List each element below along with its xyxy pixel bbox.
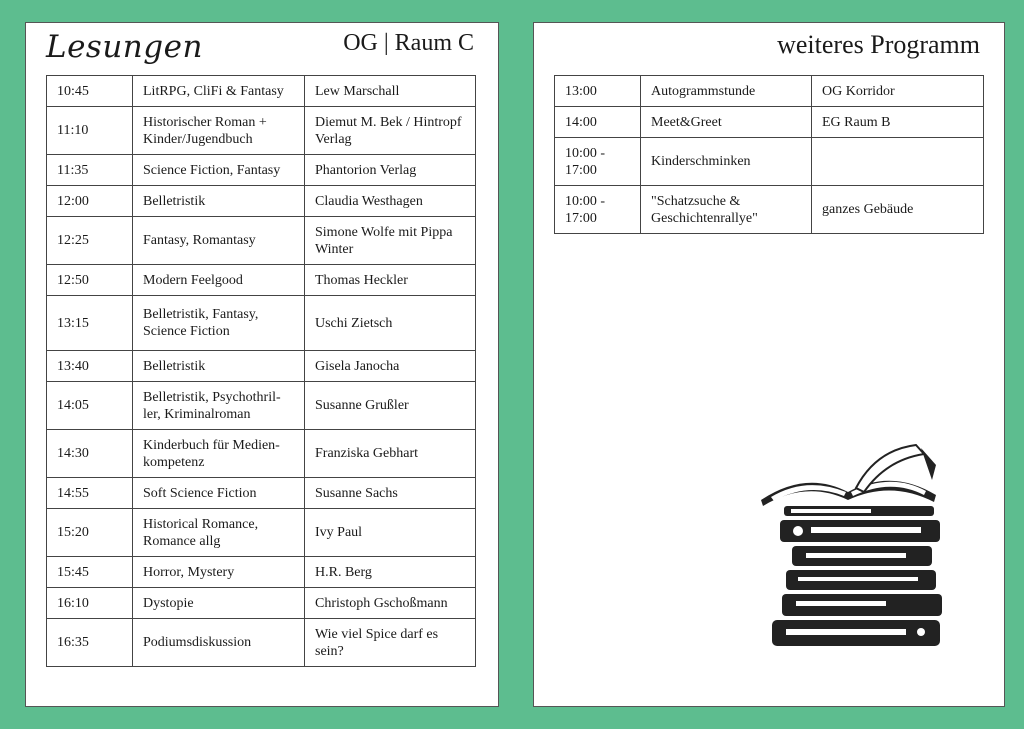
time-cell: 16:10 bbox=[47, 588, 133, 619]
time-cell: 14:30 bbox=[47, 430, 133, 478]
table-row bbox=[47, 619, 476, 667]
reading-schedule-table bbox=[46, 75, 476, 667]
program-title: weiteres Programm bbox=[777, 30, 980, 59]
time-cell: 11:35 bbox=[47, 155, 133, 186]
table-row bbox=[47, 296, 476, 351]
table-row bbox=[47, 478, 476, 509]
genre-cell: Horror, Mystery bbox=[133, 557, 305, 588]
table-row bbox=[47, 509, 476, 557]
time-cell: 12:25 bbox=[47, 217, 133, 265]
time-cell: 15:20 bbox=[47, 509, 133, 557]
author-cell: Simone Wolfe mit Pippa Winter bbox=[305, 217, 476, 265]
location-cell bbox=[812, 138, 984, 186]
location-cell: OG Korridor bbox=[812, 76, 984, 107]
author-cell: Franziska Gebhart bbox=[305, 430, 476, 478]
time-cell: 15:45 bbox=[47, 557, 133, 588]
genre-cell: Soft Science Fiction bbox=[133, 478, 305, 509]
genre-cell: Historischer Roman + Kinder/Jugendbuch bbox=[133, 107, 305, 155]
genre-cell: Historical Romance, Romance allg bbox=[133, 509, 305, 557]
author-cell: Wie viel Spice darf es sein? bbox=[305, 619, 476, 667]
genre-cell: Modern Feelgood bbox=[133, 265, 305, 296]
author-cell: Diemut M. Bek / Hintropf Verlag bbox=[305, 107, 476, 155]
author-cell: Gisela Janocha bbox=[305, 351, 476, 382]
author-cell: H.R. Berg bbox=[305, 557, 476, 588]
author-cell: Susanne Sachs bbox=[305, 478, 476, 509]
genre-cell: Science Fiction, Fantasy bbox=[133, 155, 305, 186]
table-row bbox=[555, 186, 984, 234]
author-cell: Susanne Grußler bbox=[305, 382, 476, 430]
genre-cell: Podiumsdiskussion bbox=[133, 619, 305, 667]
location-cell: ganzes Gebäude bbox=[812, 186, 984, 234]
time-cell: 13:15 bbox=[47, 296, 133, 351]
genre-cell: Belletristik, Fantasy, Science Fiction bbox=[133, 296, 305, 351]
table-row bbox=[47, 186, 476, 217]
book-stack-icon bbox=[756, 440, 946, 650]
time-cell: 10:00 - 17:00 bbox=[555, 186, 641, 234]
author-cell: Phantorion Verlag bbox=[305, 155, 476, 186]
genre-cell: Belletristik bbox=[133, 351, 305, 382]
table-row bbox=[47, 217, 476, 265]
right-page bbox=[533, 22, 1005, 707]
location-cell: EG Raum B bbox=[812, 107, 984, 138]
time-cell: 14:00 bbox=[555, 107, 641, 138]
table-row bbox=[47, 76, 476, 107]
genre-cell: LitRPG, CliFi & Fantasy bbox=[133, 76, 305, 107]
table-row bbox=[555, 76, 984, 107]
time-cell: 14:05 bbox=[47, 382, 133, 430]
event-cell: "Schatzsuche & Geschichtenrallye" bbox=[641, 186, 812, 234]
event-cell: Kinderschminken bbox=[641, 138, 812, 186]
genre-cell: Fantasy, Romantasy bbox=[133, 217, 305, 265]
author-cell: Uschi Zietsch bbox=[305, 296, 476, 351]
left-page bbox=[25, 22, 499, 707]
table-row bbox=[555, 107, 984, 138]
page-title: Lesungen bbox=[46, 29, 203, 65]
event-cell: Autogrammstunde bbox=[641, 76, 812, 107]
time-cell: 14:55 bbox=[47, 478, 133, 509]
table-row bbox=[47, 155, 476, 186]
author-cell: Lew Marschall bbox=[305, 76, 476, 107]
table-row bbox=[555, 138, 984, 186]
author-cell: Claudia Westhagen bbox=[305, 186, 476, 217]
time-cell: 12:50 bbox=[47, 265, 133, 296]
table-row bbox=[47, 382, 476, 430]
time-cell: 16:35 bbox=[47, 619, 133, 667]
time-cell: 12:00 bbox=[47, 186, 133, 217]
table-row bbox=[47, 265, 476, 296]
event-cell: Meet&Greet bbox=[641, 107, 812, 138]
time-cell: 10:45 bbox=[47, 76, 133, 107]
time-cell: 13:00 bbox=[555, 76, 641, 107]
genre-cell: Belletristik bbox=[133, 186, 305, 217]
table-row bbox=[47, 588, 476, 619]
table-row bbox=[47, 557, 476, 588]
author-cell: Ivy Paul bbox=[305, 509, 476, 557]
table-row bbox=[47, 351, 476, 382]
time-cell: 11:10 bbox=[47, 107, 133, 155]
room-label: OG | Raum C bbox=[343, 30, 474, 56]
table-row bbox=[47, 430, 476, 478]
table-row bbox=[47, 107, 476, 155]
genre-cell: Kinderbuch für Medien-kompetenz bbox=[133, 430, 305, 478]
time-cell: 13:40 bbox=[47, 351, 133, 382]
genre-cell: Belletristik, Psychothril-ler, Kriminalroman bbox=[133, 382, 305, 430]
program-table bbox=[554, 75, 984, 234]
author-cell: Christoph Gschoßmann bbox=[305, 588, 476, 619]
time-cell: 10:00 - 17:00 bbox=[555, 138, 641, 186]
author-cell: Thomas Heckler bbox=[305, 265, 476, 296]
genre-cell: Dystopie bbox=[133, 588, 305, 619]
